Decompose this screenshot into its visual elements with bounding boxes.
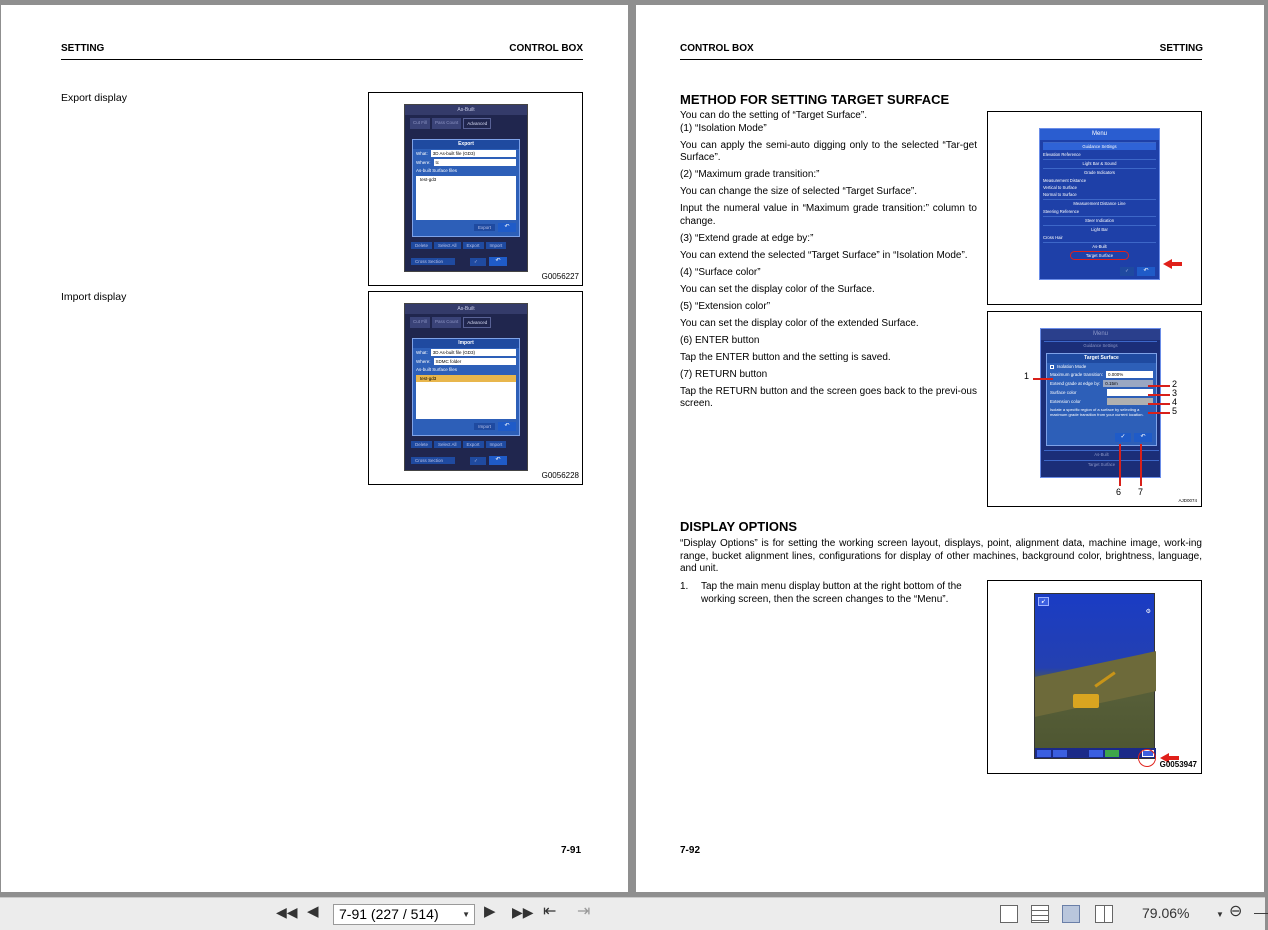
callout-line: [1148, 394, 1170, 396]
max-grade-field: 0.000%: [1106, 371, 1153, 378]
dialog-title: Target Surface: [1047, 354, 1156, 363]
callout-line: [1148, 385, 1170, 387]
previous-page-icon[interactable]: ◀: [307, 903, 319, 920]
paragraph: (2) “Maximum grade transition:”: [680, 169, 820, 180]
what-label: What:: [416, 350, 428, 355]
dialog-note: Isolate a specific region of a surface by selecting a maximum grade transition from your current location.: [1050, 407, 1144, 417]
working-screen-figure: [987, 580, 1202, 774]
callout-5: 5: [1172, 406, 1178, 416]
select-all-button: Select All: [434, 441, 461, 448]
export-button: Export: [474, 224, 495, 231]
menu-item: Cross Hair: [1043, 235, 1063, 240]
guidance-settings: Guidance Settings: [1044, 341, 1157, 349]
max-grade-label: Maximum grade transition:: [1050, 372, 1104, 377]
export-figure: [368, 92, 583, 286]
select-all-button: Select All: [434, 242, 461, 249]
where-field: SDMC folder: [434, 358, 516, 365]
callout-line: [1140, 444, 1142, 486]
header-right: CONTROL BOX: [509, 43, 583, 54]
menu-item: Normal to Surface: [1043, 192, 1077, 197]
menu-item: Elevation Reference: [1043, 152, 1081, 157]
figure-code: G0056227: [541, 272, 579, 281]
paragraph: (7) RETURN button: [680, 368, 768, 380]
callout-7: 7: [1138, 487, 1144, 497]
paragraph: You can set the display color of the extended Surface.: [680, 317, 919, 329]
menu-screenshot: [1039, 128, 1160, 280]
export-screenshot: [404, 104, 528, 272]
working-screen-screenshot: [1034, 593, 1155, 759]
red-arrow-icon: [1163, 259, 1172, 269]
header-left: CONTROL BOX: [680, 43, 754, 54]
return-icon: ↶: [498, 422, 516, 431]
where-label: Where:: [416, 359, 431, 364]
menu-item: Measurement Distance Line: [1043, 199, 1156, 207]
paragraph: You can extend the selected “Target Surface” in “Isolation Mode”.: [680, 249, 968, 261]
import-small-button: Import: [486, 242, 507, 249]
menu-item: Steer Indication: [1043, 216, 1156, 224]
continuous-facing-view-icon[interactable]: [1095, 905, 1113, 923]
section-heading: DISPLAY OPTIONS: [680, 519, 798, 534]
zoom-out-icon[interactable]: ⊖: [1229, 903, 1243, 920]
tab-cut-fill: Cut Fill: [410, 118, 430, 129]
next-page-icon[interactable]: ▶: [484, 903, 496, 920]
import-dialog: [412, 338, 520, 436]
cross-section-button: Cross Section: [411, 258, 455, 265]
menu-title: Menu: [1040, 129, 1159, 140]
paragraph: (1) “Isolation Mode”: [680, 122, 767, 134]
figure-code: AJD0074: [1178, 498, 1197, 503]
callout-4: 4: [1172, 397, 1178, 407]
screen-title: As-Built: [405, 105, 527, 115]
previous-view-icon[interactable]: ⇤: [543, 903, 557, 920]
figure-code: G0056228: [541, 471, 579, 480]
paragraph: (4) “Surface color”: [680, 266, 761, 278]
dialog-title: Export: [413, 140, 519, 149]
section-heading: METHOD FOR SETTING TARGET SURFACE: [680, 92, 950, 107]
extension-color-swatch: [1107, 398, 1153, 405]
left-page: [1, 5, 628, 892]
guidance-settings: Guidance Settings: [1043, 142, 1156, 150]
what-field: 3D As-built file (GD3): [431, 150, 516, 157]
chevron-down-icon[interactable]: ▼: [462, 910, 470, 919]
isolation-mode: Isolation Mode: [1057, 364, 1087, 369]
export-dialog: [412, 139, 520, 237]
return-icon: ↶: [489, 257, 507, 266]
next-view-icon[interactable]: ⇥: [577, 903, 591, 920]
file-list: [416, 176, 516, 220]
extend-field: 0.15m: [1103, 380, 1153, 387]
extension-color-label: Extension color: [1050, 399, 1081, 404]
excavator-icon: [1073, 694, 1099, 708]
callout-line: [1148, 412, 1170, 414]
first-page-icon[interactable]: ◀◀: [276, 904, 298, 920]
toolbar-button: [1089, 750, 1103, 757]
where-field: tc: [434, 159, 516, 166]
callout-line: [1119, 444, 1121, 486]
file-item: test-gd3: [416, 375, 516, 382]
where-label: Where:: [416, 160, 431, 165]
tab-pass-count: Pass Count: [432, 118, 461, 129]
tab-advanced: Advanced: [463, 118, 491, 129]
menu-item: Vertical to Surface: [1043, 185, 1077, 190]
screen-title: As-Built: [405, 304, 527, 314]
section-body: [680, 110, 977, 415]
return-icon: ↶: [1134, 433, 1152, 442]
callout-2: 2: [1172, 379, 1178, 389]
file-list: [416, 375, 516, 419]
return-icon: ↶: [498, 223, 516, 232]
paragraph: Input the numeral value in “Maximum grade transition:” column to change.: [680, 203, 977, 227]
as-built-item: As-Built: [1044, 450, 1159, 458]
header-left: SETTING: [61, 43, 105, 54]
menu-figure: [987, 111, 1202, 305]
import-display-label: Import display: [61, 291, 127, 303]
tab-cut-fill: Cut Fill: [410, 317, 430, 328]
enter-icon: ✓: [1115, 433, 1131, 442]
file-item: test-gd3: [420, 177, 437, 182]
paragraph: You can apply the semi-auto digging only to the selected “Tar-get Surface”.: [680, 139, 977, 163]
compass-icon: ➹: [1038, 597, 1049, 606]
extend-label: Extend grade at edge by:: [1050, 381, 1101, 386]
callout-line: [1033, 378, 1053, 380]
header-rule: [680, 59, 1202, 60]
single-page-view-icon[interactable]: [1000, 905, 1018, 923]
continuous-view-icon[interactable]: [1031, 905, 1049, 923]
return-icon: ↶: [1137, 267, 1155, 276]
tab-advanced: Advanced: [463, 317, 491, 328]
paragraph: (6) ENTER button: [680, 334, 760, 346]
delete-button: Delete: [411, 441, 432, 448]
paragraph: (5) “Extension color”: [680, 300, 771, 312]
callout-3: 3: [1172, 388, 1178, 398]
cross-section-button: Cross Section: [411, 457, 455, 464]
facing-pages-view-icon[interactable]: [1062, 905, 1080, 923]
paragraph: Tap the RETURN button and the screen goes back to the previ-ous screen.: [680, 385, 977, 409]
page-number-input[interactable]: [333, 904, 475, 925]
highlight-circle: [1138, 749, 1156, 767]
check-icon: ✓: [470, 457, 486, 465]
return-icon: ↶: [489, 456, 507, 465]
what-label: What:: [416, 151, 428, 156]
toolbar-button: [1105, 750, 1119, 757]
zoom-dropdown-icon[interactable]: ▼: [1216, 910, 1224, 919]
dialog-title: Import: [413, 339, 519, 348]
export-display-label: Export display: [61, 92, 127, 104]
export-small-button: Export: [463, 441, 484, 448]
callout-1: 1: [1024, 371, 1030, 381]
import-small-button: Import: [486, 441, 507, 448]
step-text: Tap the main menu display button at the right bottom of the working screen, then the screen changes to the “Menu”.: [701, 581, 962, 605]
zoom-level: 79.06%: [1142, 905, 1190, 921]
target-surface-figure: [987, 311, 1202, 507]
files-label: As-built Surface files: [416, 168, 458, 173]
target-surface-item: Target Surface: [1044, 460, 1159, 468]
what-field: 3D As-built file (GD3): [431, 349, 516, 356]
check-icon: ✓: [470, 258, 486, 266]
zoom-slider-icon[interactable]: —: [1254, 904, 1268, 920]
surface-color-label: Surface color: [1050, 390, 1077, 395]
toolbar-button: [1053, 750, 1067, 757]
paragraph: You can set the display color of the Surface.: [680, 283, 875, 295]
header-right: SETTING: [1159, 43, 1203, 54]
display-options-intro: “Display Options” is for setting the working screen layout, displays, point, alignment data, machine image, work-ing range, bucket alignment lines, configurations for display of other machines, background color, brightness, language, and unit.: [680, 538, 1202, 574]
files-label: As-built Surface files: [416, 367, 458, 372]
surface-color-swatch: [1107, 389, 1153, 396]
menu-item: Steering Reference: [1043, 209, 1080, 214]
menu-item: Light Bar & Sound: [1043, 159, 1156, 167]
callout-line: [1148, 403, 1170, 405]
paragraph: Tap the ENTER button and the setting is saved.: [680, 351, 891, 363]
menu-title: Menu: [1041, 329, 1160, 340]
page-field-text: 7-91 (227 / 514): [339, 906, 439, 922]
paragraph: You can do the setting of “Target Surface”.: [680, 110, 867, 121]
target-surface-dialog: [1046, 353, 1157, 446]
callout-6: 6: [1116, 487, 1122, 497]
import-button: Import: [474, 423, 495, 430]
import-figure: [368, 291, 583, 485]
last-page-icon[interactable]: ▶▶: [512, 904, 534, 920]
paragraph: (3) “Extend grade at edge by:”: [680, 232, 814, 244]
header-rule: [61, 59, 583, 60]
menu-item: As-Built: [1043, 242, 1156, 250]
import-screenshot: [404, 303, 528, 471]
tab-pass-count: Pass Count: [432, 317, 461, 328]
target-surface-screenshot: [1040, 328, 1161, 478]
right-page: [636, 5, 1264, 892]
export-small-button: Export: [463, 242, 484, 249]
menu-item: Grade Indicators: [1043, 168, 1156, 176]
page-number: 7-91: [561, 845, 582, 856]
page-number: 7-92: [680, 845, 701, 856]
delete-button: Delete: [411, 242, 432, 249]
toolbar-button: [1037, 750, 1051, 757]
checkbox-icon: [1050, 365, 1054, 369]
tool-icon: ⚙: [1145, 609, 1151, 615]
target-surface-item: Target Surface: [1070, 251, 1129, 260]
figure-code: G0053947: [1159, 760, 1197, 769]
step-number: 1.: [680, 581, 689, 592]
check-icon: ✓: [1120, 267, 1134, 276]
paragraph: You can change the size of selected “Target Surface”.: [680, 186, 917, 197]
menu-item: Light Bar: [1043, 225, 1156, 233]
menu-item: Measurement Distance: [1043, 178, 1087, 183]
